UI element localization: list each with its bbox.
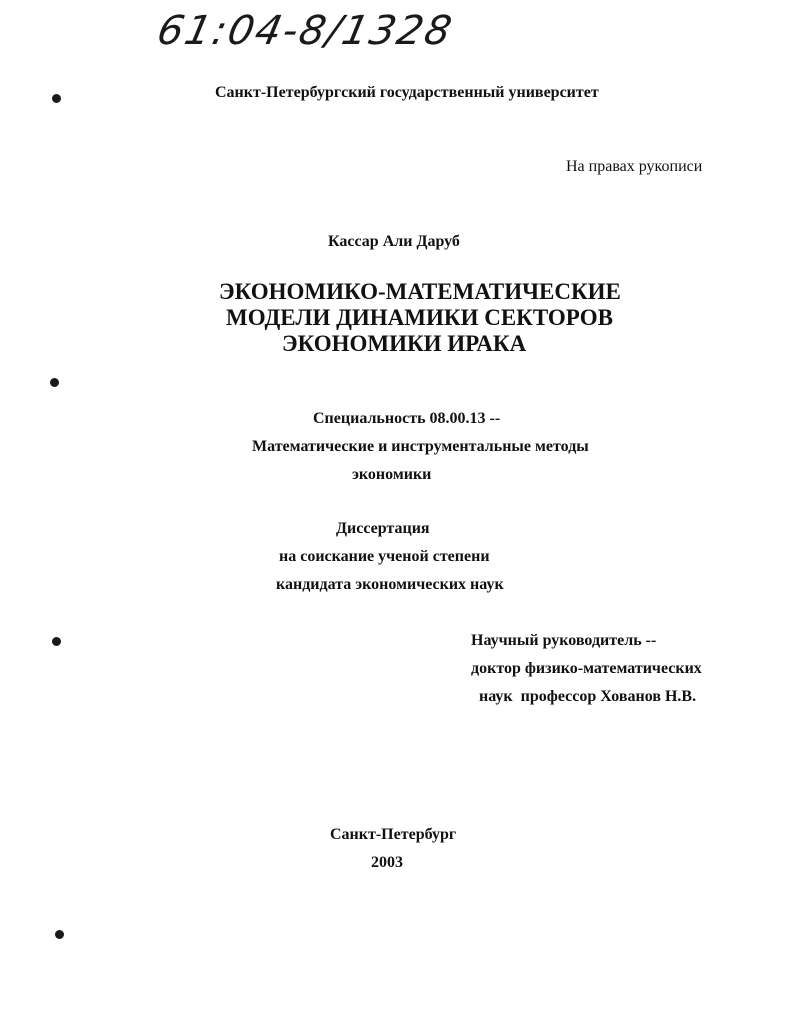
dissertation-title-line: ЭКОНОМИКО-МАТЕМАТИЧЕСКИЕ bbox=[219, 279, 621, 304]
binding-hole-mark bbox=[55, 930, 64, 939]
supervisor-line: наук профессор Хованов Н.В. bbox=[479, 688, 697, 705]
binding-hole-mark bbox=[50, 378, 59, 387]
binding-hole-mark bbox=[52, 637, 61, 646]
specialty-line: экономики bbox=[352, 466, 432, 483]
city: Санкт-Петербург bbox=[330, 826, 457, 843]
binding-hole-mark bbox=[52, 94, 61, 103]
supervisor-line: Научный руководитель -- bbox=[471, 632, 657, 649]
dissertation-title-line: ЭКОНОМИКИ ИРАКА bbox=[282, 331, 527, 356]
year: 2003 bbox=[371, 854, 403, 871]
dissertation-type-line: кандидата экономических наук bbox=[276, 576, 504, 593]
specialty-line: Математические и инструментальные методы bbox=[252, 438, 589, 455]
handwritten-catalog-mark: 61:04-8/1328 bbox=[153, 8, 458, 54]
rights-note: На правах рукописи bbox=[566, 158, 703, 175]
dissertation-type-line: Диссертация bbox=[336, 520, 430, 537]
university-name: Санкт-Петербургский государственный университет bbox=[215, 84, 599, 101]
specialty-line: Специальность 08.00.13 -- bbox=[313, 410, 501, 427]
dissertation-type-line: на соискание ученой степени bbox=[279, 548, 490, 565]
supervisor-line: доктор физико-математических bbox=[471, 660, 702, 677]
dissertation-title-line: МОДЕЛИ ДИНАМИКИ СЕКТОРОВ bbox=[226, 305, 613, 330]
author-name: Кассар Али Даруб bbox=[328, 233, 460, 250]
